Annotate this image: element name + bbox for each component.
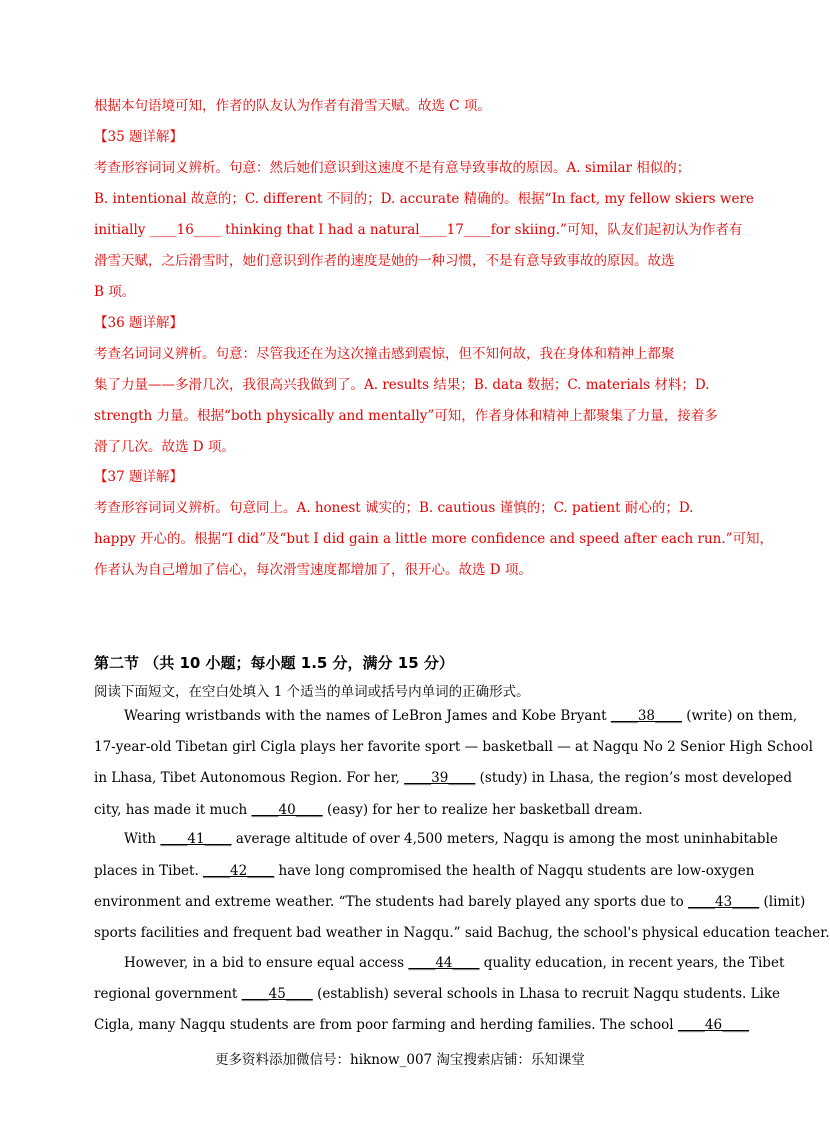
blank-44: ____44____ bbox=[408, 955, 480, 971]
explanation-line: 作者认为自己增加了信心，每次滑雪速度都增加了，很开心。故选 D 项。 bbox=[94, 562, 532, 578]
explanation-line: 滑了几次。故选 D 项。 bbox=[94, 439, 235, 455]
explanation-line: 考查名词词义辨析。句意：尽管我还在为这次撞击感到震惊，但不知何故，我在身体和精神上都聚 bbox=[94, 346, 675, 362]
explanation-line: B 项。 bbox=[94, 284, 136, 300]
section-title: 第二节 （共 10 小题；每小题 1.5 分，满分 15 分） bbox=[94, 654, 454, 672]
blank-41: ____41____ bbox=[160, 831, 232, 847]
blank-46: ____46____ bbox=[677, 1017, 750, 1033]
passage-line: Wearing wristbands with the names of LeBron James and Kobe Bryant ____38____ (write) on them, bbox=[124, 708, 798, 724]
explanation-line: 滑雪天赋，之后滑雪时，她们意识到作者的速度是她的一种习惯，不是有意导致事故的原因。故选 bbox=[94, 253, 675, 269]
passage-line: 17-year-old Tibetan girl Cigla plays her favorite sport — basketball — at Nagqu No 2 Senior High School bbox=[94, 739, 813, 755]
passage-line: regional government ____45____ (establish) several schools in Lhasa to recruit Nagqu students. Like bbox=[94, 986, 781, 1002]
page-footer: 更多资料添加微信号：hiknow_007 淘宝搜索店铺：乐知课堂 bbox=[215, 1052, 585, 1068]
explanation-line: 考查形容词词义辨析。句意同上。A. honest 诚实的；B. cautious 谨慎的；C. patient 耐心的；D. bbox=[94, 500, 694, 516]
explanation-line: happy 开心的。根据“I did”及“but I did gain a little more confidence and speed after each run.”可知， bbox=[94, 531, 774, 547]
explanation-line: initially ____16____ thinking that I had a natural____17____for skiing.”可知，队友们起初认为作者有 bbox=[94, 222, 743, 238]
explanation-line: strength 力量。根据“both physically and mentally”可知，作者身体和精神上都聚集了力量，接着多 bbox=[94, 408, 718, 424]
passage-line: With ____41____ average altitude of over 4,500 meters, Nagqu is among the most uninhabitable bbox=[124, 831, 778, 847]
passage-line: places in Tibet. ____42____ have long compromised the health of Nagqu students are low-oxygen bbox=[94, 863, 755, 879]
explanation-line: 根据本句语境可知，作者的队友认为作者有滑雪天赋。故选 C 项。 bbox=[94, 98, 491, 114]
blank-42: ____42____ bbox=[203, 863, 275, 879]
explanation-line: B. intentional 故意的；C. different 不同的；D. accurate 精确的。根据“In fact, my fellow skiers were bbox=[94, 191, 754, 207]
passage-line: environment and extreme weather. “The students had barely played any sports due to ____43____ (limit) bbox=[94, 894, 806, 910]
explanation-line: 考查形容词词义辨析。句意：然后她们意识到这速度不是有意导致事故的原因。A. similar 相似的； bbox=[94, 160, 691, 176]
instruction: 阅读下面短文，在空白处填入 1 个适当的单词或括号内单词的正确形式。 bbox=[94, 684, 530, 700]
question-heading-36: 【36 题详解】 bbox=[94, 315, 183, 331]
question-heading-37: 【37 题详解】 bbox=[94, 469, 183, 485]
passage-line: sports facilities and frequent bad weather in Nagqu.” said Bachug, the school's physical education teacher. bbox=[94, 925, 830, 941]
blank-43: ____43____ bbox=[688, 894, 760, 910]
passage-line: However, in a bid to ensure equal access ____44____ quality education, in recent years, the Tibet bbox=[124, 955, 785, 971]
blank-45: ____45____ bbox=[241, 986, 313, 1002]
blank-38: ____38____ bbox=[610, 708, 682, 724]
passage-line: city, has made it much ____40____ (easy) for her to realize her basketball dream. bbox=[94, 802, 643, 818]
passage-line: Cigla, many Nagqu students are from poor farming and herding families. The school ____46____ bbox=[94, 1017, 750, 1033]
passage-line: in Lhasa, Tibet Autonomous Region. For her, ____39____ (study) in Lhasa, the region’s most developed bbox=[94, 770, 793, 786]
blank-39: ____39____ bbox=[404, 770, 476, 786]
question-heading-35: 【35 题详解】 bbox=[94, 129, 183, 145]
blank-40: ____40____ bbox=[251, 802, 323, 818]
explanation-line: 集了力量——多滑几次，我很高兴我做到了。A. results 结果；B. data 数据；C. materials 材料；D. bbox=[94, 377, 710, 393]
